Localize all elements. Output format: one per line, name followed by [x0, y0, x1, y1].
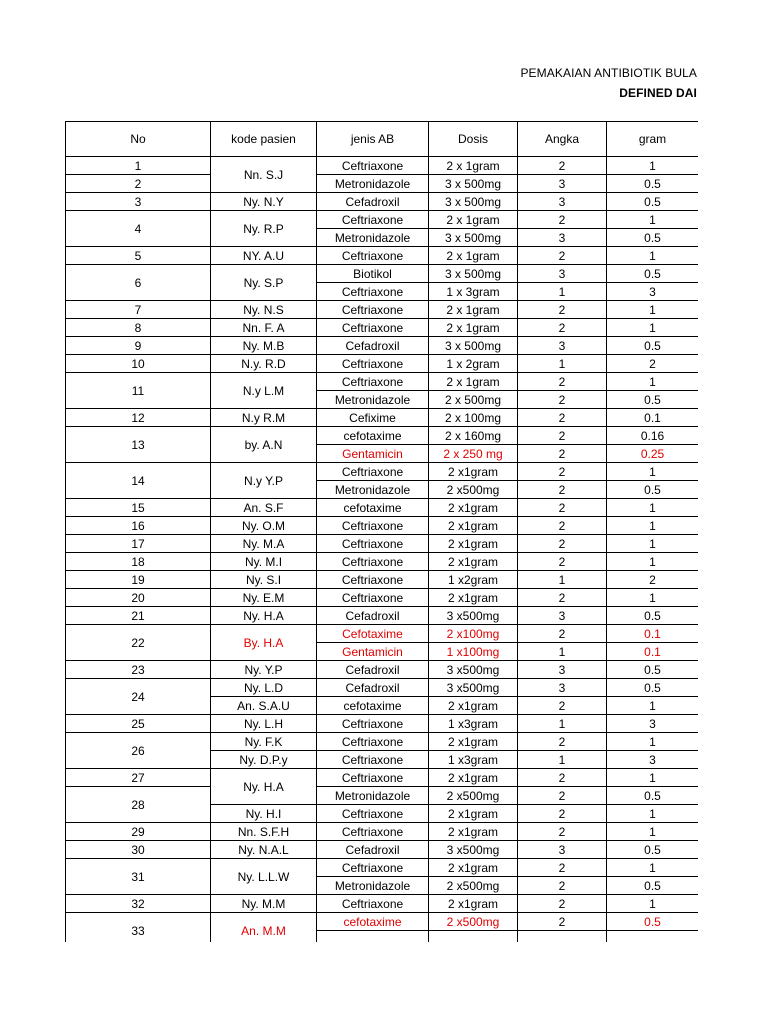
- table-body: [66, 157, 699, 943]
- cell-dosis: 3 x500mg: [429, 661, 518, 679]
- cell-no: 6: [66, 265, 211, 301]
- cell-kode-pasien: Ny. F.K: [211, 733, 317, 751]
- cell-no: 20: [66, 589, 211, 607]
- cell-jenis-ab: Metronidazole: [317, 391, 429, 409]
- header-gram: gram: [607, 122, 699, 157]
- cell-no: 31: [66, 859, 211, 895]
- cell-jenis-ab: [317, 931, 429, 943]
- header-row: [66, 122, 699, 157]
- cell-gram: 0.5: [607, 913, 699, 931]
- cell-gram: 1: [607, 895, 699, 913]
- cell-dosis: 2 x 1gram: [429, 301, 518, 319]
- cell-no: 15: [66, 499, 211, 517]
- cell-angka: 2: [518, 373, 607, 391]
- cell-jenis-ab: Ceftriaxone: [317, 571, 429, 589]
- cell-kode-pasien: N.y L.M: [211, 373, 317, 409]
- cell-jenis-ab: Ceftriaxone: [317, 553, 429, 571]
- cell-gram: 1: [607, 517, 699, 535]
- cell-dosis: 2 x 1gram: [429, 157, 518, 175]
- cell-kode-pasien: Ny. O.M: [211, 517, 317, 535]
- cell-angka: 2: [518, 517, 607, 535]
- cell-kode-pasien: Ny. L.L.W: [211, 859, 317, 895]
- cell-kode-pasien: An. S.A.U: [211, 697, 317, 715]
- cell-gram: 1: [607, 589, 699, 607]
- cell-dosis: 2 x 1gram: [429, 247, 518, 265]
- table-row: [66, 841, 699, 859]
- cell-kode-pasien: Nn. F. A: [211, 319, 317, 337]
- cell-kode-pasien: N.y R.M: [211, 409, 317, 427]
- cell-no: 5: [66, 247, 211, 265]
- cell-kode-pasien: Ny. E.M: [211, 589, 317, 607]
- cell-dosis: 3 x500mg: [429, 679, 518, 697]
- cell-gram: 3: [607, 283, 699, 301]
- cell-no: 7: [66, 301, 211, 319]
- cell-angka: 2: [518, 805, 607, 823]
- table-row: [66, 823, 699, 841]
- cell-no: 28: [66, 787, 211, 823]
- cell-angka: 2: [518, 553, 607, 571]
- table-row: [66, 319, 699, 337]
- cell-angka: 1: [518, 751, 607, 769]
- cell-angka: 2: [518, 211, 607, 229]
- cell-gram: 0.1: [607, 643, 699, 661]
- cell-no: 27: [66, 769, 211, 787]
- antibiotic-table: [65, 121, 698, 942]
- table-row: [66, 661, 699, 679]
- cell-gram: 0.5: [607, 787, 699, 805]
- cell-jenis-ab: Cefadroxil: [317, 337, 429, 355]
- cell-gram: 1: [607, 499, 699, 517]
- report-title: PEMAKAIAN ANTIBIOTIK BULA: [520, 66, 697, 80]
- cell-angka: 3: [518, 265, 607, 283]
- cell-kode-pasien: Ny. L.H: [211, 715, 317, 733]
- table-row: [66, 427, 699, 445]
- cell-angka: 3: [518, 841, 607, 859]
- cell-kode-pasien: Ny. M.A: [211, 535, 317, 553]
- cell-jenis-ab: Ceftriaxone: [317, 589, 429, 607]
- cell-gram: 0.1: [607, 625, 699, 643]
- cell-angka: 2: [518, 625, 607, 643]
- cell-gram: 0.5: [607, 391, 699, 409]
- cell-kode-pasien: Nn. S.F.H: [211, 823, 317, 841]
- cell-dosis: 2 x1gram: [429, 553, 518, 571]
- cell-kode-pasien: Ny. N.Y: [211, 193, 317, 211]
- cell-dosis: 3 x 500mg: [429, 229, 518, 247]
- cell-angka: 3: [518, 193, 607, 211]
- cell-jenis-ab: Cefadroxil: [317, 679, 429, 697]
- cell-angka: 3: [518, 661, 607, 679]
- cell-kode-pasien: Ny. H.A: [211, 607, 317, 625]
- cell-jenis-ab: Gentamicin: [317, 643, 429, 661]
- cell-angka: 2: [518, 409, 607, 427]
- cell-jenis-ab: Cefadroxil: [317, 661, 429, 679]
- cell-dosis: 2 x 1gram: [429, 211, 518, 229]
- cell-jenis-ab: Ceftriaxone: [317, 157, 429, 175]
- header-no: No: [66, 122, 211, 157]
- table-row: [66, 553, 699, 571]
- cell-jenis-ab: Ceftriaxone: [317, 517, 429, 535]
- cell-no: 3: [66, 193, 211, 211]
- cell-jenis-ab: Biotikol: [317, 265, 429, 283]
- cell-dosis: 2 x 250 mg: [429, 445, 518, 463]
- cell-dosis: 3 x 500mg: [429, 175, 518, 193]
- cell-gram: 0.5: [607, 661, 699, 679]
- cell-gram: 0.16: [607, 427, 699, 445]
- cell-dosis: 3 x 500mg: [429, 337, 518, 355]
- cell-gram: 0.5: [607, 193, 699, 211]
- cell-dosis: 1 x100mg: [429, 643, 518, 661]
- table-row: [66, 211, 699, 229]
- cell-no: 24: [66, 679, 211, 715]
- cell-jenis-ab: Cefadroxil: [317, 193, 429, 211]
- table-row: [66, 499, 699, 517]
- cell-kode-pasien: N.y Y.P: [211, 463, 317, 499]
- cell-jenis-ab: Ceftriaxone: [317, 283, 429, 301]
- cell-kode-pasien: Nn. S.J: [211, 157, 317, 193]
- cell-gram: 0.5: [607, 337, 699, 355]
- cell-angka: 2: [518, 913, 607, 931]
- cell-angka: 2: [518, 319, 607, 337]
- table-row: [66, 373, 699, 391]
- cell-gram: 1: [607, 319, 699, 337]
- cell-jenis-ab: Ceftriaxone: [317, 895, 429, 913]
- table-row: [66, 355, 699, 373]
- cell-angka: 3: [518, 607, 607, 625]
- cell-gram: 0.5: [607, 607, 699, 625]
- table-row: [66, 265, 699, 283]
- header-kode-pasien: kode pasien: [211, 122, 317, 157]
- cell-jenis-ab: Ceftriaxone: [317, 301, 429, 319]
- cell-jenis-ab: Metronidazole: [317, 175, 429, 193]
- header-dosis: Dosis: [429, 122, 518, 157]
- cell-dosis: 2 x1gram: [429, 859, 518, 877]
- cell-jenis-ab: Ceftriaxone: [317, 373, 429, 391]
- cell-angka: 2: [518, 157, 607, 175]
- cell-kode-pasien: Ny. S.P: [211, 265, 317, 301]
- table-row: [66, 607, 699, 625]
- cell-jenis-ab: Ceftriaxone: [317, 733, 429, 751]
- cell-jenis-ab: cefotaxime: [317, 427, 429, 445]
- cell-jenis-ab: Cefotaxime: [317, 625, 429, 643]
- table-row: [66, 535, 699, 553]
- cell-no: 19: [66, 571, 211, 589]
- table-row: [66, 409, 699, 427]
- cell-angka: 2: [518, 499, 607, 517]
- cell-angka: 1: [518, 715, 607, 733]
- cell-jenis-ab: Cefadroxil: [317, 841, 429, 859]
- cell-gram: 1: [607, 247, 699, 265]
- cell-dosis: 2 x500mg: [429, 481, 518, 499]
- cell-dosis: 2 x 1gram: [429, 373, 518, 391]
- cell-kode-pasien: Ny. L.D: [211, 679, 317, 697]
- table-row: [66, 175, 699, 193]
- cell-kode-pasien: Ny. M.B: [211, 337, 317, 355]
- cell-kode-pasien: Ny. H.A: [211, 769, 317, 805]
- cell-no: 10: [66, 355, 211, 373]
- cell-gram: 1: [607, 535, 699, 553]
- cell-dosis: 2 x 1gram: [429, 319, 518, 337]
- cell-gram: 1: [607, 859, 699, 877]
- cell-dosis: [429, 931, 518, 943]
- table-viewport: [65, 121, 698, 942]
- cell-gram: 3: [607, 751, 699, 769]
- cell-dosis: 2 x500mg: [429, 787, 518, 805]
- cell-no: 4: [66, 211, 211, 247]
- cell-jenis-ab: Ceftriaxone: [317, 751, 429, 769]
- table-row: [66, 625, 699, 643]
- cell-dosis: 2 x1gram: [429, 895, 518, 913]
- cell-angka: 2: [518, 733, 607, 751]
- cell-angka: 2: [518, 787, 607, 805]
- cell-angka: [518, 931, 607, 943]
- cell-jenis-ab: Ceftriaxone: [317, 535, 429, 553]
- table-row: [66, 787, 699, 805]
- table-row: [66, 859, 699, 877]
- cell-angka: 2: [518, 823, 607, 841]
- cell-angka: 3: [518, 679, 607, 697]
- cell-jenis-ab: Ceftriaxone: [317, 463, 429, 481]
- cell-kode-pasien: Ny. M.I: [211, 553, 317, 571]
- report-subtitle: DEFINED DAI: [619, 86, 697, 100]
- cell-angka: 1: [518, 283, 607, 301]
- cell-gram: 1: [607, 463, 699, 481]
- cell-angka: 2: [518, 301, 607, 319]
- cell-dosis: 3 x500mg: [429, 841, 518, 859]
- cell-angka: 2: [518, 445, 607, 463]
- cell-no: 11: [66, 373, 211, 409]
- table-row: [66, 895, 699, 913]
- cell-dosis: 1 x 3gram: [429, 283, 518, 301]
- cell-no: 8: [66, 319, 211, 337]
- cell-jenis-ab: Ceftriaxone: [317, 859, 429, 877]
- cell-dosis: 1 x2gram: [429, 571, 518, 589]
- cell-gram: [607, 931, 699, 943]
- cell-jenis-ab: Ceftriaxone: [317, 319, 429, 337]
- cell-no: 33: [66, 913, 211, 943]
- cell-jenis-ab: Ceftriaxone: [317, 823, 429, 841]
- cell-gram: 1: [607, 697, 699, 715]
- cell-kode-pasien: An. S.F: [211, 499, 317, 517]
- cell-dosis: 3 x 500mg: [429, 265, 518, 283]
- cell-no: 13: [66, 427, 211, 463]
- cell-gram: 2: [607, 355, 699, 373]
- cell-dosis: 2 x1gram: [429, 769, 518, 787]
- cell-dosis: 2 x500mg: [429, 877, 518, 895]
- cell-jenis-ab: Ceftriaxone: [317, 355, 429, 373]
- cell-kode-pasien: N.y. R.D: [211, 355, 317, 373]
- cell-gram: 1: [607, 301, 699, 319]
- cell-angka: 3: [518, 229, 607, 247]
- cell-dosis: 2 x1gram: [429, 499, 518, 517]
- cell-dosis: 1 x3gram: [429, 751, 518, 769]
- cell-gram: 1: [607, 373, 699, 391]
- cell-jenis-ab: cefotaxime: [317, 913, 429, 931]
- cell-gram: 0.5: [607, 481, 699, 499]
- cell-gram: 1: [607, 733, 699, 751]
- cell-dosis: 2 x1gram: [429, 733, 518, 751]
- cell-kode-pasien: NY. A.U: [211, 247, 317, 265]
- cell-kode-pasien: Ny. N.A.L: [211, 841, 317, 859]
- cell-jenis-ab: Metronidazole: [317, 481, 429, 499]
- cell-jenis-ab: cefotaxime: [317, 499, 429, 517]
- table-row: [66, 517, 699, 535]
- cell-dosis: 3 x 500mg: [429, 193, 518, 211]
- cell-jenis-ab: Ceftriaxone: [317, 769, 429, 787]
- cell-angka: 2: [518, 463, 607, 481]
- cell-jenis-ab: Cefadroxil: [317, 607, 429, 625]
- cell-angka: 2: [518, 769, 607, 787]
- cell-dosis: 2 x1gram: [429, 535, 518, 553]
- cell-gram: 0.25: [607, 445, 699, 463]
- cell-gram: 0.5: [607, 265, 699, 283]
- cell-dosis: 2 x100mg: [429, 625, 518, 643]
- cell-dosis: 2 x1gram: [429, 589, 518, 607]
- cell-kode-pasien: Ny. S.I: [211, 571, 317, 589]
- cell-dosis: 2 x500mg: [429, 913, 518, 931]
- table-row: [66, 679, 699, 697]
- cell-kode-pasien: by. A.N: [211, 427, 317, 463]
- cell-kode-pasien: Ny. R.P: [211, 211, 317, 247]
- cell-angka: 2: [518, 895, 607, 913]
- cell-jenis-ab: Metronidazole: [317, 229, 429, 247]
- cell-gram: 0.5: [607, 841, 699, 859]
- cell-gram: 0.5: [607, 229, 699, 247]
- cell-dosis: 2 x1gram: [429, 823, 518, 841]
- cell-angka: 2: [518, 481, 607, 499]
- cell-dosis: 2 x1gram: [429, 697, 518, 715]
- table-row: [66, 337, 699, 355]
- cell-kode-pasien: Ny. M.M: [211, 895, 317, 913]
- cell-angka: 2: [518, 535, 607, 553]
- cell-no: 21: [66, 607, 211, 625]
- cell-jenis-ab: Ceftriaxone: [317, 805, 429, 823]
- cell-dosis: 1 x3gram: [429, 715, 518, 733]
- cell-angka: 1: [518, 355, 607, 373]
- cell-gram: 0.5: [607, 175, 699, 193]
- cell-kode-pasien: Ny. D.P.y: [211, 751, 317, 769]
- cell-kode-pasien: Ny. H.I: [211, 805, 317, 823]
- cell-dosis: 1 x 2gram: [429, 355, 518, 373]
- table-row: [66, 247, 699, 265]
- cell-no: 23: [66, 661, 211, 679]
- cell-no: 29: [66, 823, 211, 841]
- cell-angka: 1: [518, 571, 607, 589]
- table-row: [66, 589, 699, 607]
- cell-jenis-ab: Ceftriaxone: [317, 211, 429, 229]
- cell-no: 25: [66, 715, 211, 733]
- cell-no: 32: [66, 895, 211, 913]
- cell-jenis-ab: cefotaxime: [317, 697, 429, 715]
- cell-gram: 1: [607, 823, 699, 841]
- cell-no: 17: [66, 535, 211, 553]
- cell-gram: 1: [607, 211, 699, 229]
- header-jenis-ab: jenis AB: [317, 122, 429, 157]
- cell-angka: 2: [518, 589, 607, 607]
- cell-jenis-ab: Metronidazole: [317, 877, 429, 895]
- cell-kode-pasien: Ny. N.S: [211, 301, 317, 319]
- cell-kode-pasien: By. H.A: [211, 625, 317, 661]
- cell-no: 2: [66, 175, 211, 193]
- cell-dosis: 2 x 100mg: [429, 409, 518, 427]
- cell-dosis: 2 x1gram: [429, 517, 518, 535]
- cell-gram: 2: [607, 571, 699, 589]
- cell-dosis: 3 x500mg: [429, 607, 518, 625]
- cell-no: 9: [66, 337, 211, 355]
- cell-angka: 3: [518, 175, 607, 193]
- cell-angka: 3: [518, 337, 607, 355]
- cell-gram: 0.5: [607, 877, 699, 895]
- table-row: [66, 715, 699, 733]
- cell-gram: 1: [607, 157, 699, 175]
- cell-jenis-ab: Ceftriaxone: [317, 247, 429, 265]
- table-row: [66, 463, 699, 481]
- cell-gram: 3: [607, 715, 699, 733]
- cell-angka: 2: [518, 391, 607, 409]
- table-row: [66, 913, 699, 931]
- cell-dosis: 2 x 160mg: [429, 427, 518, 445]
- cell-jenis-ab: Gentamicin: [317, 445, 429, 463]
- cell-gram: 1: [607, 769, 699, 787]
- table-row: [66, 733, 699, 751]
- cell-kode-pasien: An. M.M: [211, 913, 317, 943]
- table-row: [66, 769, 699, 787]
- cell-angka: 2: [518, 877, 607, 895]
- cell-gram: 0.5: [607, 679, 699, 697]
- cell-angka: 2: [518, 427, 607, 445]
- cell-no: 12: [66, 409, 211, 427]
- cell-dosis: 2 x1gram: [429, 805, 518, 823]
- cell-jenis-ab: Cefixime: [317, 409, 429, 427]
- table-row: [66, 571, 699, 589]
- table-row: [66, 301, 699, 319]
- cell-no: 14: [66, 463, 211, 499]
- cell-no: 1: [66, 157, 211, 175]
- cell-angka: 2: [518, 859, 607, 877]
- table-row: [66, 193, 699, 211]
- cell-jenis-ab: Ceftriaxone: [317, 715, 429, 733]
- cell-no: 30: [66, 841, 211, 859]
- cell-angka: 2: [518, 247, 607, 265]
- cell-angka: 2: [518, 697, 607, 715]
- cell-kode-pasien: Ny. Y.P: [211, 661, 317, 679]
- cell-no: 22: [66, 625, 211, 661]
- cell-gram: 0.1: [607, 409, 699, 427]
- cell-angka: 1: [518, 643, 607, 661]
- cell-dosis: 2 x 500mg: [429, 391, 518, 409]
- cell-dosis: 2 x1gram: [429, 463, 518, 481]
- cell-jenis-ab: Metronidazole: [317, 787, 429, 805]
- header-angka: Angka: [518, 122, 607, 157]
- cell-no: 18: [66, 553, 211, 571]
- cell-gram: 1: [607, 805, 699, 823]
- cell-no: 26: [66, 733, 211, 769]
- cell-no: 16: [66, 517, 211, 535]
- cell-gram: 1: [607, 553, 699, 571]
- table-row: [66, 157, 699, 175]
